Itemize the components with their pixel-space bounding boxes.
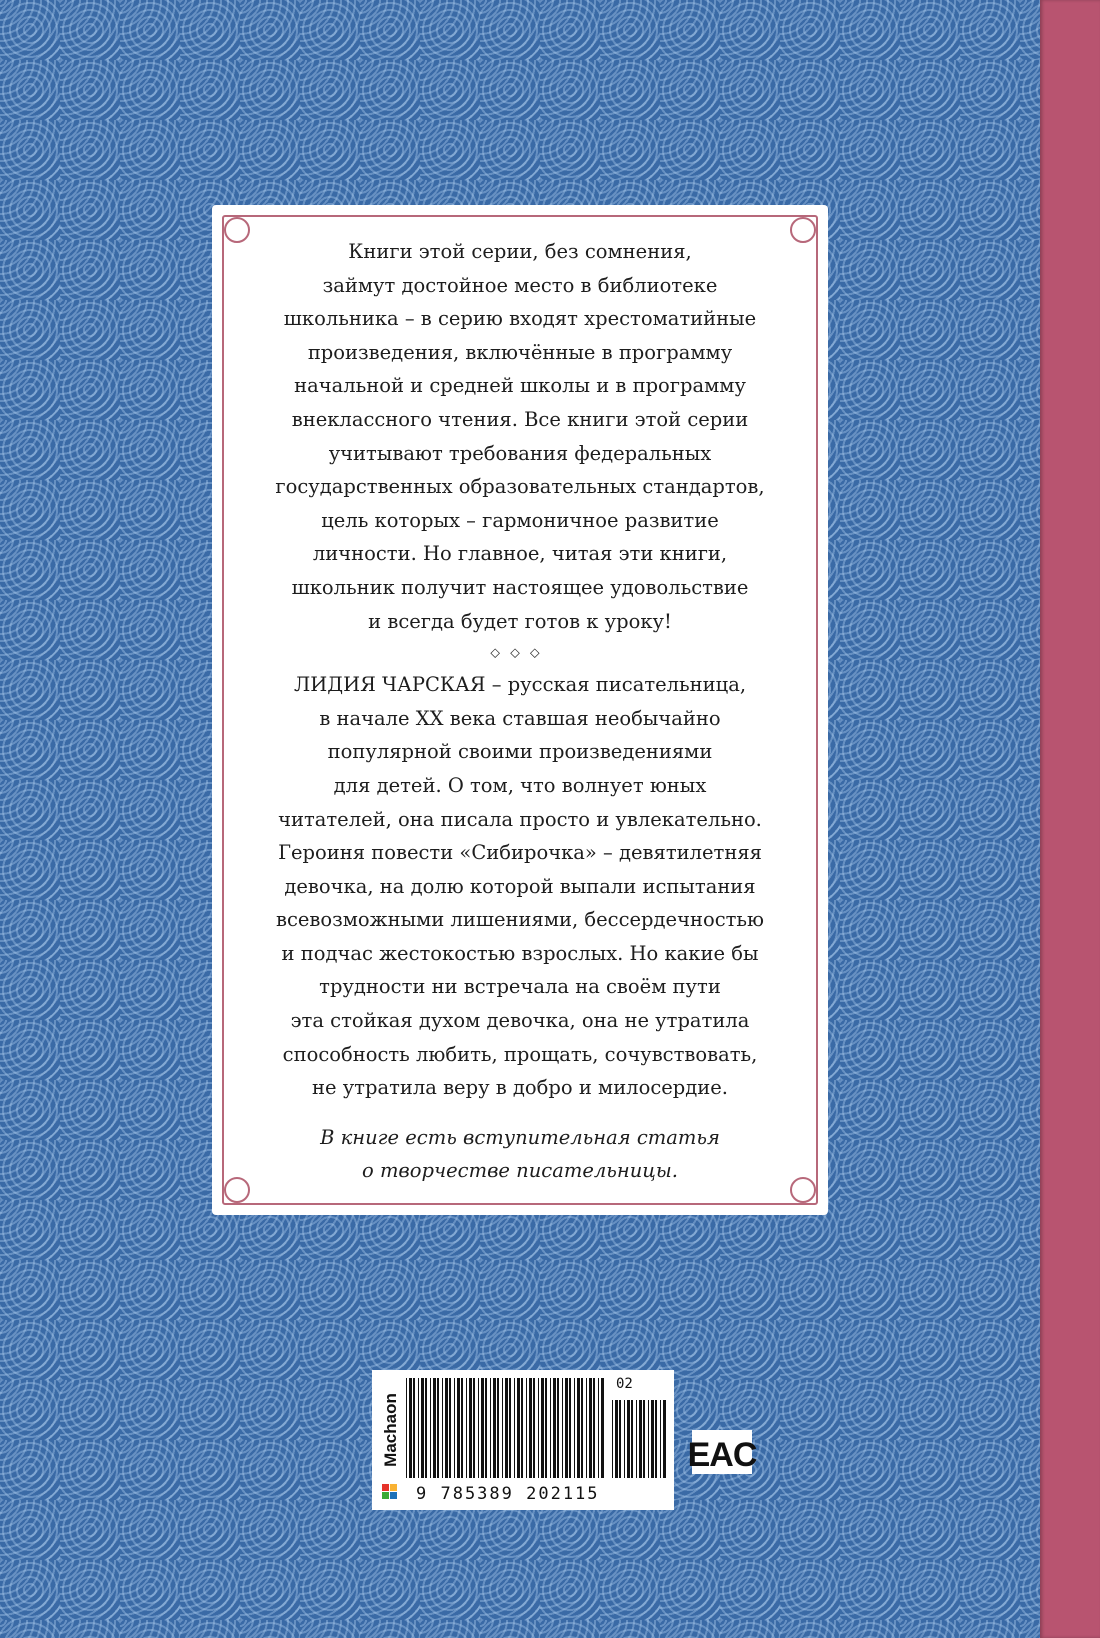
series-text-line: личности. Но главное, читая эти книги, — [312, 542, 728, 566]
barcode-bar — [636, 1400, 637, 1478]
barcode-bar — [545, 1378, 547, 1478]
intro-note-line: В книге есть вступительная статья — [320, 1125, 720, 1149]
intro-note-line: о творчестве писательницы. — [362, 1159, 678, 1183]
series-text-line: и всегда будет готов к уроку! — [368, 609, 672, 633]
barcode-bar — [493, 1378, 496, 1478]
barcode-bar — [485, 1378, 487, 1478]
series-text-line: начальной и средней школы и в программу — [294, 374, 746, 398]
barcode-bar — [643, 1400, 645, 1478]
eac-certification-mark — [687, 1430, 757, 1474]
author-text-line: способность любить, прощать, сочувствовать, — [282, 1042, 758, 1066]
series-text-line: цель которых – гармоничное развитие — [321, 508, 719, 532]
barcode-bar — [565, 1378, 568, 1478]
barcode-box — [372, 1370, 674, 1510]
series-text-line: учитывают требования федеральных — [328, 441, 712, 465]
barcode-bar — [598, 1378, 599, 1478]
barcode-bar — [521, 1378, 523, 1478]
author-text-line: и подчас жестокостью взрослых. Но какие бы — [281, 941, 759, 965]
barcode-bar — [655, 1400, 657, 1478]
author-text-line: ЛИДИЯ ЧАРСКАЯ – русская писательница, — [293, 673, 747, 697]
barcode-bar — [425, 1378, 427, 1478]
series-text-line: займут достойное место в библиотеке — [322, 273, 718, 297]
barcode-bar — [663, 1400, 666, 1478]
barcode-bar — [502, 1378, 503, 1478]
diamond-divider: ⬦⬦⬦ — [490, 645, 550, 662]
barcode-bar — [574, 1378, 575, 1478]
series-text-line: произведения, включённые в программу — [307, 340, 733, 364]
barcode-bar — [562, 1378, 563, 1478]
barcode-bar — [627, 1400, 630, 1478]
barcode-bar — [505, 1378, 508, 1478]
barcode-bar — [418, 1378, 419, 1478]
barcode-bar — [577, 1378, 580, 1478]
spine-strip — [1040, 0, 1100, 1638]
barcode-bar — [449, 1378, 451, 1478]
barcode-bar — [517, 1378, 520, 1478]
barcode-bar — [478, 1378, 479, 1478]
publisher-name: Machaon — [381, 1393, 400, 1467]
barcode-bar — [601, 1378, 604, 1478]
author-text-line: эта стойкая духом девочка, она не утратила — [290, 1009, 750, 1033]
author-text-line: читателей, она писала просто и увлекательно. — [278, 807, 762, 831]
author-text-line: популярной своими произведениями — [327, 740, 713, 764]
barcode-bar — [437, 1378, 439, 1478]
barcode-bar — [430, 1378, 431, 1478]
barcode-bar — [509, 1378, 511, 1478]
barcode-bar — [445, 1378, 448, 1478]
barcode-bar — [624, 1400, 625, 1478]
barcode-bar — [612, 1400, 613, 1478]
barcode-bar — [660, 1400, 661, 1478]
barcode-bar — [553, 1378, 556, 1478]
barcode-bar — [651, 1400, 654, 1478]
barcode-bar — [619, 1400, 621, 1478]
barcode-bar — [526, 1378, 527, 1478]
series-text-line: внеклассного чтения. Все книги этой серии — [291, 407, 749, 431]
barcode-bar — [473, 1378, 475, 1478]
barcode-bar — [631, 1400, 633, 1478]
barcode-bar — [481, 1378, 484, 1478]
barcode-bar — [648, 1400, 649, 1478]
barcode-bar — [533, 1378, 535, 1478]
barcode-bar — [541, 1378, 544, 1478]
author-text-line: Героиня повести «Сибирочка» – девятилетняя — [278, 841, 762, 865]
barcode-addon: 02 — [616, 1376, 633, 1392]
author-text-line: трудности ни встречала на своём пути — [319, 975, 721, 999]
barcode-bar — [557, 1378, 559, 1478]
barcode-bar — [433, 1378, 436, 1478]
author-text-line: не утратила веру в добро и милосердие. — [311, 1076, 729, 1100]
barcode-bar — [457, 1378, 460, 1478]
author-text-line: всевозможными лишениями, бессердечностью — [275, 908, 765, 932]
isbn-number: 9 785389 202115 — [416, 1484, 600, 1504]
series-text-line: школьник получит настоящее удовольствие — [291, 575, 749, 599]
barcode-bar — [466, 1378, 467, 1478]
barcode-bar — [538, 1378, 539, 1478]
barcode-bar — [639, 1400, 642, 1478]
author-text-line: для детей. О том, что волнует юных — [333, 773, 707, 797]
author-text-line: девочка, на долю которой выпали испытания — [284, 874, 756, 898]
barcode-bar — [442, 1378, 443, 1478]
series-text-line: школьника – в серию входят хрестоматийные — [283, 307, 757, 331]
barcode-bar — [406, 1378, 407, 1478]
barcode-bar — [409, 1378, 412, 1478]
barcode-bar — [421, 1378, 424, 1478]
barcode-bar — [514, 1378, 515, 1478]
eac-mark-text: EAC — [687, 1436, 757, 1474]
isbn-barcode — [406, 1378, 668, 1484]
series-text-line: Книги этой серии, без сомнения, — [348, 240, 692, 263]
description-panel — [212, 205, 828, 1215]
barcode-bar — [497, 1378, 499, 1478]
publisher-logo — [378, 1376, 402, 1504]
barcode-bar — [550, 1378, 551, 1478]
paragraph-gap — [240, 1105, 800, 1121]
series-text-line: государственных образовательных стандартов, — [275, 475, 765, 499]
barcode-bar — [586, 1378, 587, 1478]
barcode-bar — [413, 1378, 415, 1478]
panel-text — [240, 235, 800, 1188]
barcode-bar — [593, 1378, 595, 1478]
barcode-bar — [589, 1378, 592, 1478]
barcode-bar — [581, 1378, 583, 1478]
barcode-bar — [454, 1378, 455, 1478]
barcode-bar — [615, 1400, 618, 1478]
barcode-bar — [469, 1378, 472, 1478]
barcode-bar — [529, 1378, 532, 1478]
barcode-bar — [569, 1378, 571, 1478]
barcode-bar — [461, 1378, 463, 1478]
author-text-line: в начале XX века ставшая необычайно — [319, 706, 721, 730]
barcode-bar — [490, 1378, 491, 1478]
